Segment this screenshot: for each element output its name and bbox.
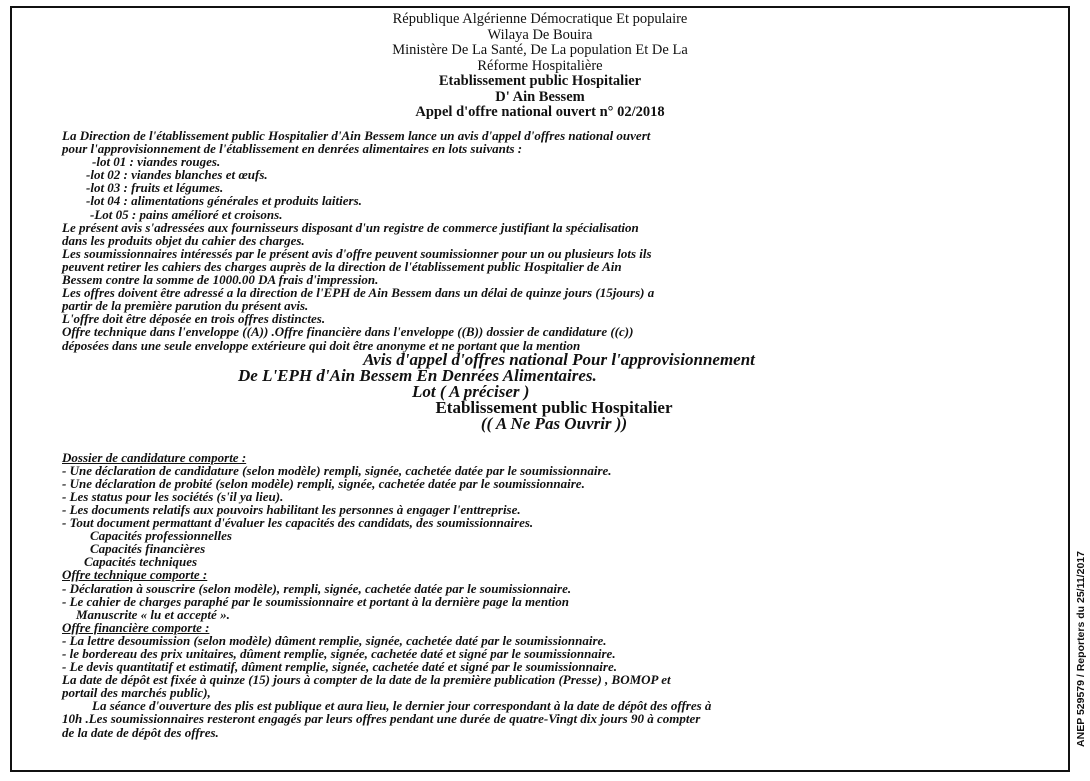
paragraph-line: dans les produits objet du cahier des charges. — [62, 232, 305, 248]
paragraph-line: Les soumissionnaires intéressés par le présent avis d'offre peuvent soumissionner pour un ou plusieurs lots ils — [62, 245, 652, 261]
publication-reference — [1072, 520, 1090, 778]
technique-item: - Le cahier de charges paraphé par le soumissionnaire et portant à la dernière page la mention — [62, 593, 570, 609]
dossier-item: - Une déclaration de probité (selon modèle) rempli, signée, cachetée datée par le soumissionnaire. — [62, 475, 585, 491]
document-page — [10, 6, 1070, 772]
capacity-item: Capacités techniques — [84, 554, 198, 570]
financiere-item: - La lettre desoumission (selon modèle) dûment remplie, signée, cachetée daté par le soumissionnaire. — [62, 632, 607, 648]
dossier-item: - Une déclaration de candidature (selon modèle) rempli, signée, cachetée datée par le soumissionnaire. — [62, 462, 612, 478]
closing-line: La date de dépôt est fixée à quinze (15) jours à compter de la date de la première publication (Presse) , BOMOP et — [62, 672, 671, 688]
section-title-technique: Offre technique comporte : — [62, 567, 208, 583]
closing-line: La séance d'ouverture des plis est publique et aura lieu, le dernier jour correspondant à la date de dépôt des offres à — [92, 698, 712, 714]
paragraph-line: partir de la première parution du présent avis. — [62, 298, 309, 314]
intro-line: pour l'approvisionnement de l'établissement en denrées alimentaires en lots suivants : — [62, 141, 523, 157]
document-body — [62, 129, 1046, 739]
intro-line: La Direction de l'établissement public Hospitalier d'Ain Bessem lance un avis d'appel d'offres national ouvert — [62, 128, 651, 143]
paragraph-line: Les offres doivent être adressé a la direction de l'EPH de Ain Bessem dans un délai de quinze jours (15jours) a — [62, 285, 655, 301]
closing-line: 10h .Les soumissionnaires resteront engagés par leurs offres pendant une durée de quatre-Vingt dix jours 90 à compter — [62, 711, 701, 727]
lot-item: -lot 01 : viandes rouges. — [92, 154, 221, 170]
lot-item: -lot 04 : alimentations générales et produits laitiers. — [86, 193, 362, 209]
closing-line: de la date de dépôt des offres. — [62, 724, 219, 740]
header-establishment: Etablissement public Hospitalier — [438, 73, 642, 89]
paragraph-line: Le présent avis s'adressées aux fournisseurs disposant d'un registre de commerce justifiant la spécialisation — [62, 219, 639, 235]
header-location: D' Ain Bessem — [495, 88, 585, 105]
lot-item: -Lot 05 : pains amélioré et croisons. — [90, 206, 283, 222]
lot-item: -lot 02 : viandes blanches et œufs. — [86, 167, 268, 183]
header-tender-title: Appel d'offre national ouvert n° 02/2018 — [415, 104, 665, 120]
header-republic: République Algérienne Démocratique Et populaire — [392, 11, 688, 27]
envelope-notice-establishment: Etablissement public Hospitalier — [435, 397, 673, 417]
publication-reference-text: ANEP 529579 / Reporters du 25/11/2017 — [1075, 551, 1087, 747]
dossier-item: - Les documents relatifs aux pouvoirs habilitant les personnes à engager l'enttreprise. — [62, 501, 521, 517]
lot-item: -lot 03 : fruits et légumes. — [86, 180, 224, 196]
capacity-item: Capacités professionnelles — [90, 528, 232, 544]
header-wilaya: Wilaya De Bouira — [487, 26, 593, 43]
paragraph-line: L'offre doit être déposée en trois offres distinctes. — [62, 311, 326, 327]
closing-line: portail des marchés public), — [62, 685, 211, 701]
document-header — [12, 12, 1068, 121]
section-title-dossier: Dossier de candidature comporte : — [62, 449, 247, 465]
envelope-notice-lot: Lot ( A préciser ) — [412, 381, 530, 401]
dossier-item: - Tout document permattant d'évaluer les capacités des candidats, des soumissionnaires. — [62, 515, 534, 531]
envelope-notice-line: De L'EPH d'Ain Bessem En Denrées Alimentaires. — [238, 365, 597, 385]
section-title-financiere: Offre financière comporte : — [62, 619, 210, 635]
financiere-item: - le bordereau des prix unitaires, dûment remplie, signée, cachetée daté et signé par le soumissionnaire. — [62, 646, 616, 661]
capacity-item: Capacités financières — [90, 541, 206, 557]
header-ministry-cont: Réforme Hospitalière — [477, 57, 603, 74]
paragraph-line: déposées dans une seule enveloppe extérieure qui doit être anonyme et ne portant que la mention — [62, 337, 581, 353]
dossier-item: - Les status pour les sociétés (s'il ya lieu). — [62, 488, 284, 504]
financiere-item: - Le devis quantitatif et estimatif, dûment remplie, signée, cachetée daté et signé par le soumissionnaire. — [62, 659, 617, 675]
paragraph-line: Bessem contre la somme de 1000.00 DA frais d'impression. — [62, 272, 379, 288]
technique-item: - Déclaration à souscrire (selon modèle), rempli, signée, cachetée datée par le soumissionnaire. — [62, 580, 572, 596]
header-ministry: Ministère De La Santé, De La population Et De La — [392, 42, 688, 58]
paragraph-line: peuvent retirer les cahiers des charges auprès de la direction de l'établissement public Hospitalier de Ain — [62, 258, 622, 274]
envelope-notice-line: Avis d'appel d'offres national Pour l'approvisionnement — [363, 349, 755, 369]
paragraph-line: Offre technique dans l'enveloppe ((A)) .Offre financière dans l'enveloppe ((B)) dossier de candidature ((c)) — [62, 324, 634, 340]
envelope-notice-do-not-open: (( A Ne Pas Ouvrir )) — [480, 413, 628, 433]
spacer — [62, 432, 1046, 451]
technique-item: Manuscrite « lu et accepté ». — [76, 606, 230, 622]
